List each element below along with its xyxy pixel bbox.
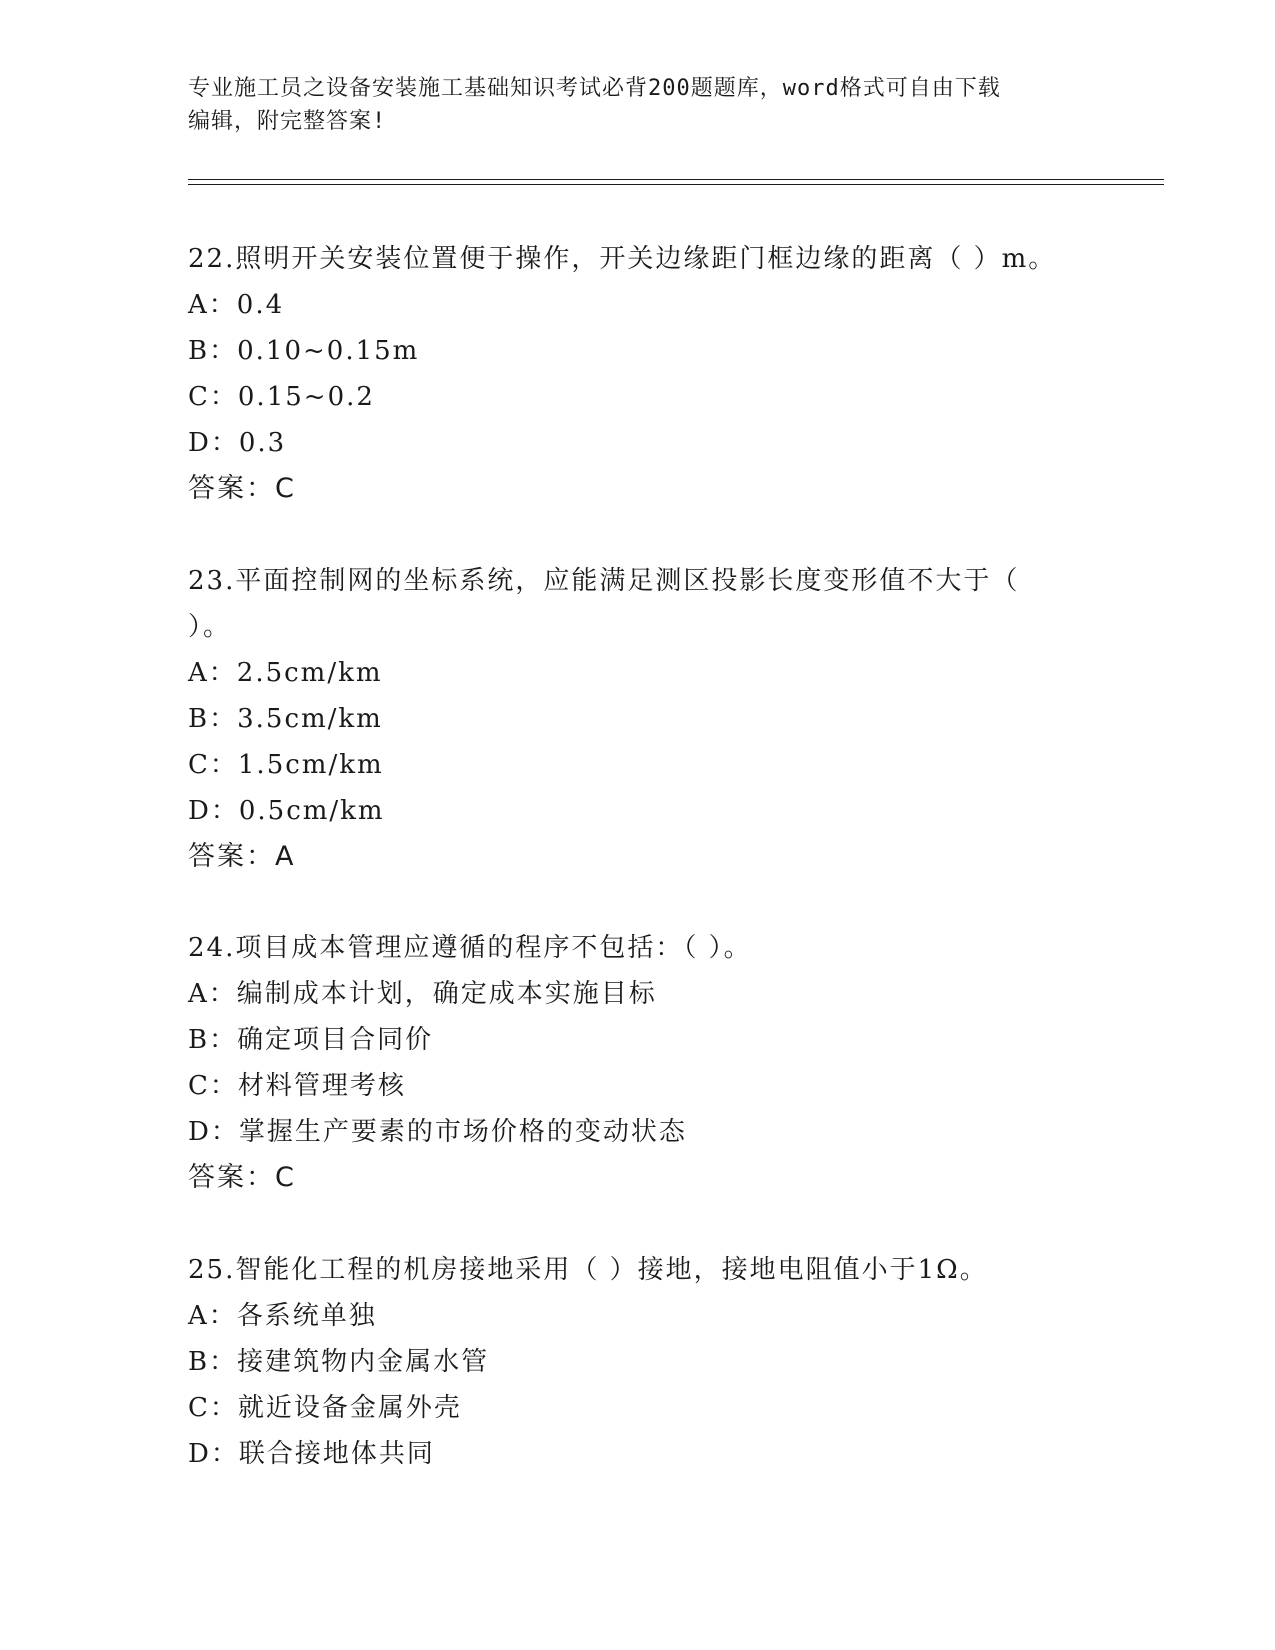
option-d: D：联合接地体共同 <box>188 1439 435 1469</box>
question-stem: 25.智能化工程的机房接地采用（ ）接地，接地电阻值小于1Ω。 <box>188 1255 988 1285</box>
header-divider-bottom <box>188 184 1164 185</box>
answer: 答案：C <box>188 1162 296 1193</box>
option-b: B：接建筑物内金属水管 <box>188 1347 490 1377</box>
question-24 <box>188 925 1068 1201</box>
question-22 <box>188 236 1068 512</box>
option-b: B：确定项目合同价 <box>188 1025 434 1055</box>
option-c: C：0.15~0.2 <box>188 382 375 412</box>
option-b: B：0.10~0.15m <box>188 336 420 366</box>
question-stem: 23.平面控制网的坐标系统，应能满足测区投影长度变形值不大于（ ）。 <box>188 566 1020 642</box>
option-a: A：编制成本计划，确定成本实施目标 <box>188 979 657 1009</box>
answer: 答案：A <box>188 841 296 872</box>
option-b: B：3.5cm/km <box>188 704 383 734</box>
option-a: A：2.5cm/km <box>188 658 383 688</box>
option-c: C：材料管理考核 <box>188 1071 406 1101</box>
header-line-2: 编辑，附完整答案! <box>188 109 387 134</box>
document-header <box>188 72 1088 138</box>
option-c: C：就近设备金属外壳 <box>188 1393 462 1423</box>
question-25 <box>188 1247 1068 1477</box>
option-d: D：0.5cm/km <box>188 796 385 826</box>
question-stem: 22.照明开关安装位置便于操作，开关边缘距门框边缘的距离（ ）m。 <box>188 244 1057 274</box>
option-d: D：0.3 <box>188 428 287 458</box>
option-c: C：1.5cm/km <box>188 750 384 780</box>
option-a: A：0.4 <box>188 290 285 320</box>
option-d: D：掌握生产要素的市场价格的变动状态 <box>188 1117 687 1147</box>
question-23 <box>188 558 1068 880</box>
header-line-1: 专业施工员之设备安装施工基础知识考试必背200题题库，word格式可自由下载 <box>188 76 1001 101</box>
answer: 答案：C <box>188 473 296 504</box>
option-a: A：各系统单独 <box>188 1301 377 1331</box>
header-divider-top <box>188 179 1164 180</box>
question-stem: 24.项目成本管理应遵循的程序不包括：（ ）。 <box>188 933 752 963</box>
